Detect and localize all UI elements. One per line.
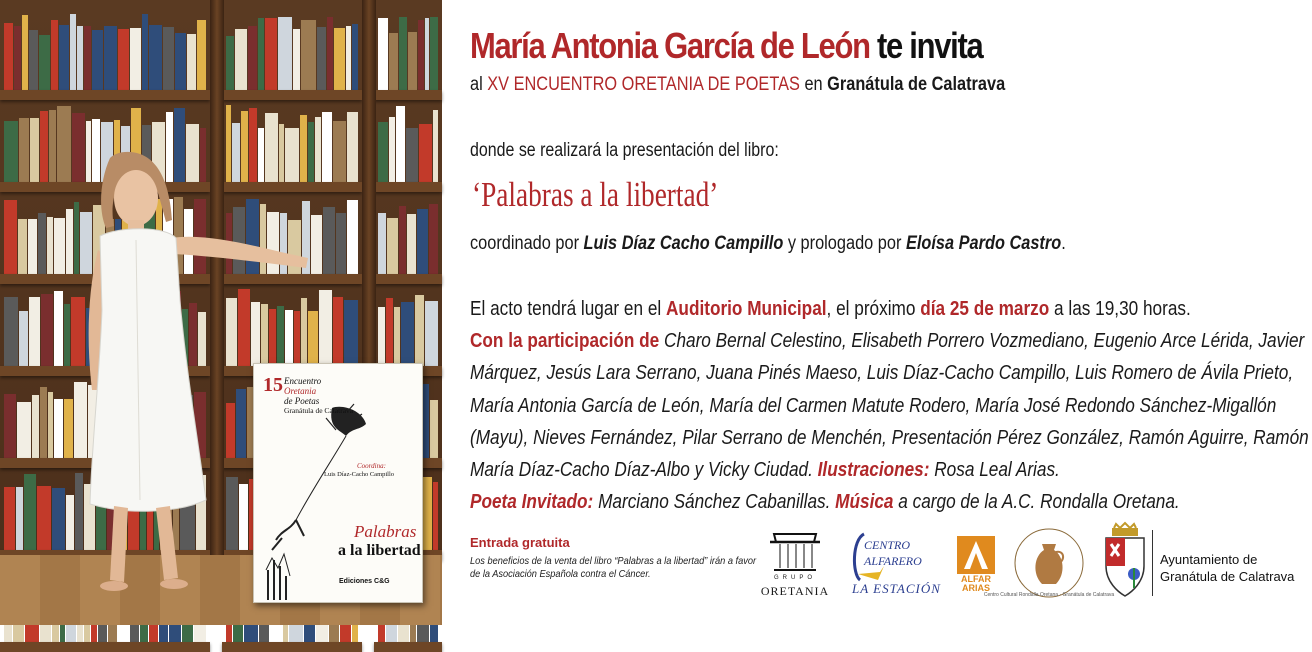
cover-illustration — [262, 400, 374, 600]
book-spine — [294, 311, 300, 366]
book-spine — [394, 307, 399, 366]
book-spine — [149, 25, 162, 90]
grupo-oretania-logo — [752, 528, 838, 598]
charity-note: Los beneficios de la venta del libro “Palabras a la libertad” irán a favor de la Asociación Española contra el Cáncer. — [470, 555, 757, 580]
book-spine — [52, 488, 65, 550]
book-row — [4, 10, 206, 90]
book-spine — [19, 311, 28, 366]
book-spine — [142, 14, 147, 90]
book-spine — [22, 15, 27, 90]
text: y prologado por — [783, 233, 906, 254]
book-spine — [29, 297, 39, 366]
book-spine — [433, 110, 438, 182]
book-spine — [29, 30, 38, 90]
shelf-board — [222, 642, 362, 652]
text: al — [470, 74, 488, 95]
details-line — [470, 454, 1284, 486]
logo-text: CENTRO — [864, 538, 911, 552]
cover-line: Granátula de Calatrava — [284, 406, 354, 415]
book-spine — [378, 18, 388, 90]
event-place: Granátula de Calatrava — [827, 74, 1006, 95]
book-spine — [399, 17, 407, 90]
town-crest-icon — [1102, 526, 1148, 598]
book-spine — [430, 400, 438, 458]
book-spine — [175, 33, 186, 90]
book-spine — [433, 482, 438, 550]
shelf-board — [0, 642, 210, 652]
book-spine — [163, 27, 174, 90]
book-spine — [399, 206, 406, 274]
prologue-name: Eloísa Pardo Castro — [905, 233, 1062, 254]
book-row — [378, 10, 438, 90]
centro-alfarero-logo — [850, 530, 945, 600]
book-spine — [347, 200, 358, 274]
logo-text: ORETANIA — [760, 584, 830, 598]
book-spine — [38, 213, 45, 274]
book-spine — [401, 302, 414, 366]
cover-photo — [0, 0, 442, 625]
book-spine — [308, 122, 314, 182]
book-spine — [30, 118, 39, 182]
details-line — [470, 486, 1284, 518]
cover-line: Oretania — [284, 386, 317, 396]
shelf-board — [374, 90, 442, 100]
participants-text: María Díaz-Cacho Díaz-Albo y Vicky Ciudad. — [470, 459, 818, 482]
book-spine — [425, 18, 430, 90]
details-line: (Mayu), Nieves Fernández, Pilar Serrano de Menchén, Presentación Pérez González, Ramón Aguirre, Ramón — [470, 426, 1309, 449]
book-title: ‘Palabras a la libertad’ — [472, 175, 719, 214]
book-spine — [285, 128, 299, 182]
book-spine — [378, 122, 388, 182]
book-spine — [24, 474, 36, 550]
credits-line — [470, 233, 1066, 255]
guest-poet-name: Marciano Sánchez Cabanillas. — [593, 491, 836, 514]
book-spine — [417, 209, 428, 274]
jug-seal-icon — [983, 526, 1115, 600]
book-spine — [419, 124, 432, 182]
logo-text: Granátula de Calatrava — [1160, 569, 1295, 584]
book-spine — [39, 35, 50, 90]
book-spine — [333, 121, 347, 182]
book-spine — [389, 33, 398, 90]
book-spine — [70, 14, 75, 90]
book-spine — [54, 218, 65, 274]
text: en — [799, 74, 828, 95]
book-spine — [319, 290, 332, 366]
venue: Auditorio Municipal — [666, 298, 827, 320]
alfar-icon — [956, 535, 996, 575]
book-spine — [41, 294, 53, 366]
illustrator-name: Rosa Leal Arias. — [929, 459, 1060, 482]
book-spine — [48, 392, 54, 458]
book-spine — [258, 18, 264, 90]
event-details — [470, 293, 1309, 518]
book-spine — [265, 18, 277, 90]
book-row — [378, 194, 438, 274]
host-name: María Antonia García de León — [470, 25, 870, 66]
author-figure — [70, 140, 270, 620]
book-spine — [197, 20, 206, 90]
book-spine — [300, 115, 307, 182]
rondalla-oretana-logo — [983, 526, 1115, 600]
details-line: María Antonia García de León, María del Carmen Matute Rodero, María José Redondo Sánchez-Migallón — [470, 394, 1277, 417]
logo-text: GRUPO — [773, 575, 816, 581]
music-label: Música — [835, 491, 894, 514]
book-spine — [277, 306, 283, 366]
book-spine — [423, 384, 429, 458]
book-spine — [327, 17, 334, 90]
book-spine — [415, 295, 424, 366]
book-spine — [285, 310, 293, 366]
book-spine — [54, 291, 63, 366]
book-spine — [4, 200, 17, 274]
shelf-board — [0, 90, 210, 100]
book-spine — [344, 300, 358, 366]
book-spine — [301, 298, 307, 366]
logo-divider — [1152, 530, 1153, 596]
book-spine — [347, 112, 358, 182]
book-spine — [429, 204, 438, 274]
book-cover — [253, 363, 423, 603]
book-spine — [49, 110, 57, 182]
cover-title: a la libertad — [338, 542, 421, 559]
book-spine — [18, 219, 27, 274]
column-icon — [752, 528, 838, 576]
headline — [470, 25, 982, 67]
book-spine — [17, 402, 31, 458]
book-spine — [59, 25, 69, 90]
book-row — [226, 10, 358, 90]
book-spine — [130, 28, 142, 90]
book-spine — [378, 213, 386, 274]
book-spine — [279, 124, 284, 182]
book-spine — [40, 111, 48, 182]
book-spine — [425, 301, 438, 366]
book-spine — [226, 36, 234, 90]
book-spine — [77, 26, 83, 90]
text: a las 19,30 horas. — [1049, 298, 1191, 320]
invite-text: te invita — [869, 25, 983, 66]
cover-coord-label: Coordina: — [357, 462, 386, 470]
book-spine — [334, 28, 344, 90]
logo-text: LA ESTACIÓN — [852, 581, 941, 596]
book-spine — [4, 121, 18, 182]
book-spine — [19, 118, 28, 182]
guest-poet-label: Poeta Invitado: — [470, 491, 594, 514]
book-spine — [301, 20, 315, 90]
book-spine — [430, 17, 438, 90]
book-spine — [4, 297, 18, 366]
book-spine — [418, 20, 424, 90]
book-spine — [40, 387, 46, 458]
illustrations-label: Ilustraciones: — [817, 459, 930, 482]
participants-label: Con la participación de — [470, 330, 660, 353]
book-spine — [386, 298, 393, 366]
book-spine — [51, 20, 58, 90]
text: El acto tendrá lugar en el — [470, 298, 667, 320]
book-spine — [4, 23, 13, 90]
book-row — [378, 286, 438, 366]
book-spine — [378, 307, 385, 366]
book-spine — [84, 26, 90, 90]
music-text: a cargo de la A.C. Rondalla Oretana. — [893, 491, 1180, 514]
shelf-board — [374, 642, 442, 652]
rondalla-text: Centro Cultural Rondalla Oretana · Granátula de Calatrava — [983, 592, 1115, 598]
book-spine — [323, 207, 334, 274]
book-spine — [322, 112, 332, 182]
book-spine — [407, 214, 415, 274]
cover-line: Encuentro — [284, 376, 322, 386]
book-spine — [187, 34, 196, 90]
book-spine — [293, 29, 301, 90]
logo-text: ALFARERO — [864, 554, 922, 568]
book-row — [378, 102, 438, 182]
text: . — [1061, 233, 1066, 254]
event-name: XV ENCUENTRO ORETANIA DE POETAS — [487, 74, 800, 95]
book-spine — [406, 128, 419, 182]
cover-publisher: Ediciones C&G — [339, 578, 390, 585]
book-spine — [333, 297, 343, 366]
town-hall-name — [1160, 551, 1294, 585]
book-spine — [352, 24, 358, 90]
cover-coordinator: Luis Díaz-Cacho Campillo — [324, 471, 395, 478]
book-spine — [4, 487, 15, 550]
book-spine — [387, 218, 398, 274]
logo-text: ARIAS — [961, 583, 990, 593]
book-spine — [336, 213, 346, 274]
book-spine — [28, 219, 37, 274]
free-entry-label: Entrada gratuita — [470, 535, 570, 550]
book-spine — [54, 399, 62, 458]
book-spine — [118, 29, 128, 90]
book-spine — [32, 395, 39, 458]
logo-text: Ayuntamiento de — [1160, 552, 1258, 567]
details-line: Márquez, Jesús Lara Serrano, Juana Pinés Maeso, Luis Díaz-Cacho Campillo, Luis Romero de Ávila Prieto, — [470, 362, 1294, 385]
shelf-board — [374, 182, 442, 192]
book-spine — [248, 26, 257, 90]
book-spine — [4, 394, 16, 458]
book-spine — [315, 117, 320, 182]
intro-text: donde se realizará la presentación del libro: — [470, 140, 779, 161]
shelf-board — [374, 274, 442, 284]
logo-text: ALFAR — [961, 574, 991, 584]
event-line — [470, 74, 1005, 96]
shelf-board — [222, 90, 362, 100]
book-spine — [389, 117, 395, 182]
cover-edition-number: 15 — [263, 374, 283, 396]
book-spine — [47, 217, 53, 274]
text: coordinado por — [470, 233, 584, 254]
book-spine — [278, 17, 292, 90]
book-spine — [14, 26, 21, 90]
details-line — [470, 325, 1305, 357]
book-spine — [317, 27, 326, 90]
book-spine — [37, 486, 50, 550]
book-spine — [92, 30, 103, 90]
alfar-arias-logo — [956, 535, 996, 597]
cover-line: de Poetas — [284, 396, 320, 406]
event-date: día 25 de marzo — [920, 298, 1050, 320]
book-spine — [422, 477, 432, 550]
participants-text: Charo Bernal Celestino, Elisabeth Porrero Vozmediano, Eugenio Arce Lérida, Javier — [659, 330, 1305, 353]
book-spine — [16, 487, 23, 550]
cover-title: Palabras — [354, 522, 417, 541]
book-spine — [104, 26, 118, 90]
book-spine — [311, 215, 322, 274]
book-spine — [346, 26, 352, 90]
book-spine — [396, 106, 404, 182]
book-spine — [235, 29, 247, 90]
text: , el próximo — [826, 298, 921, 320]
details-line — [470, 293, 1284, 325]
book-spine — [308, 311, 318, 366]
book-spine — [408, 32, 416, 90]
coordinator-name: Luis Díaz Cacho Campillo — [583, 233, 784, 254]
